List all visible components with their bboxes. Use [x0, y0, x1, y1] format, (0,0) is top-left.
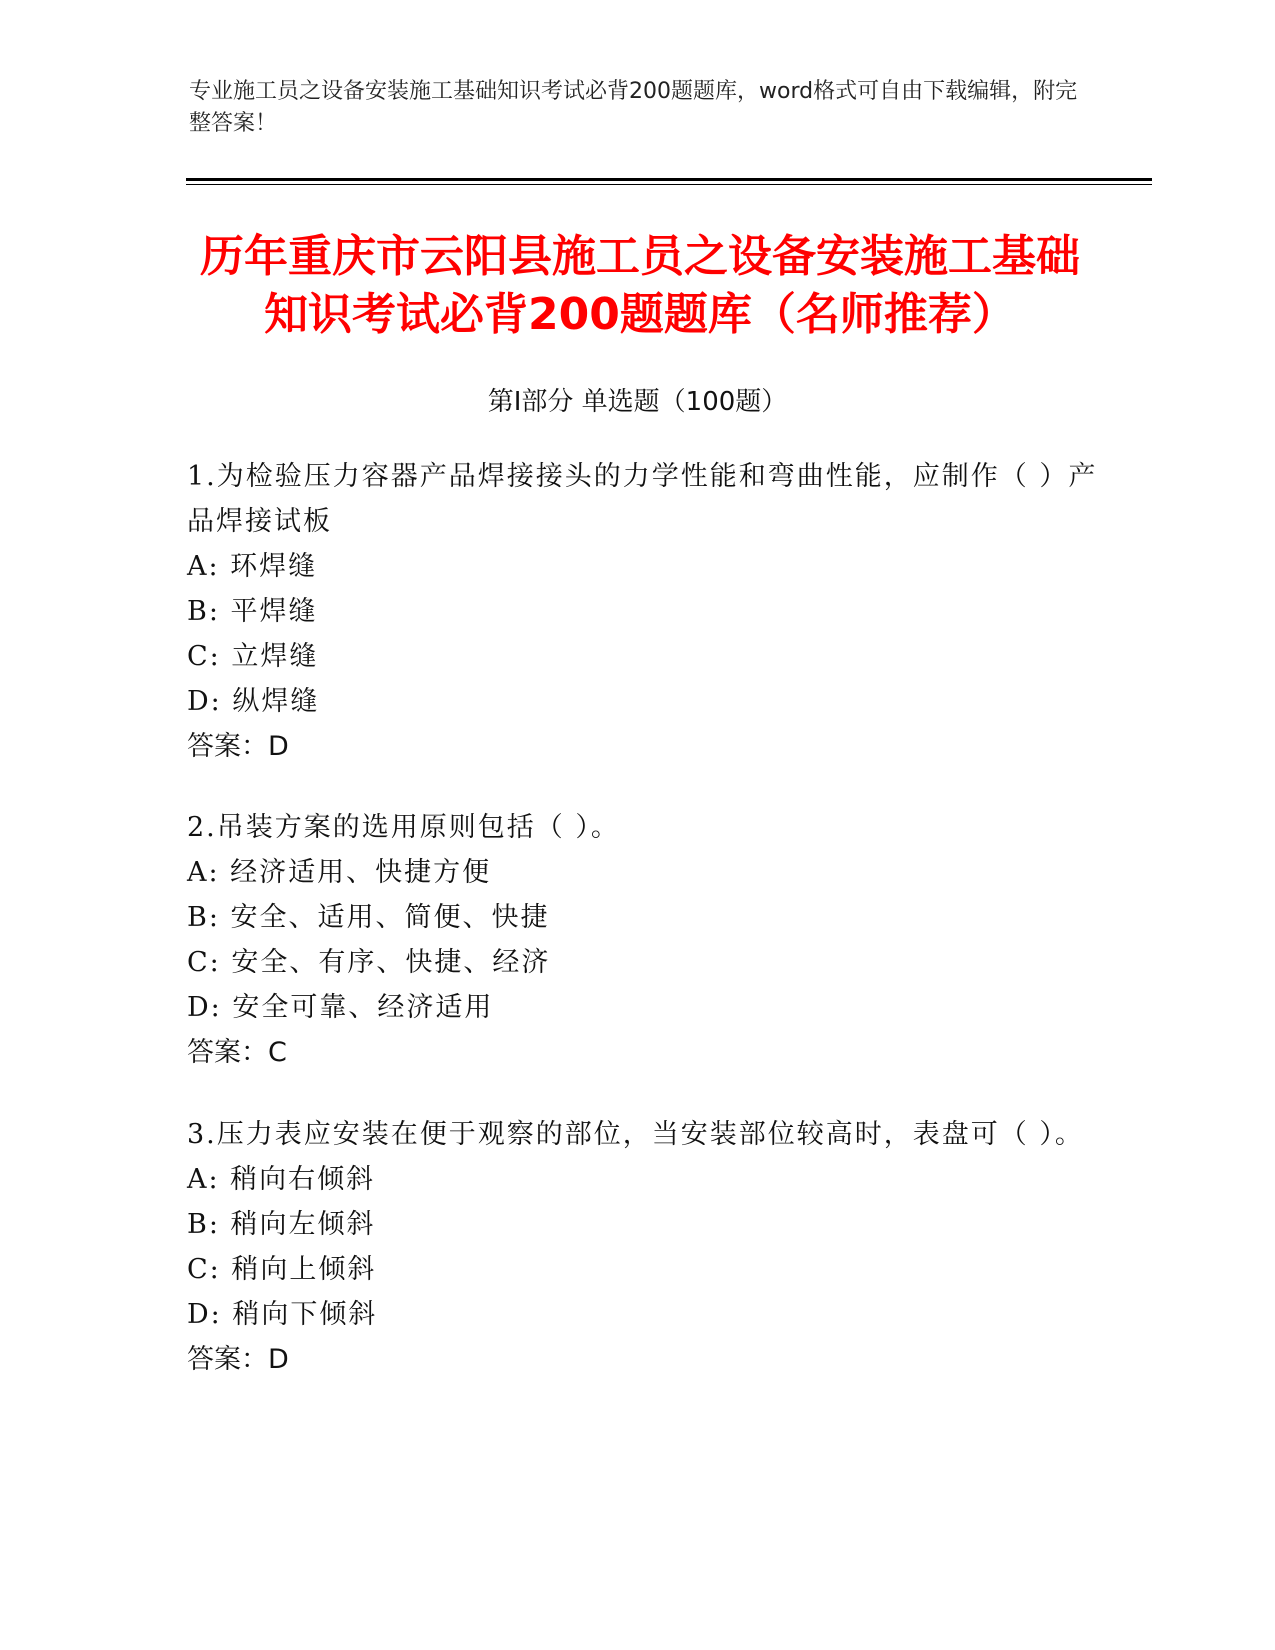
question-stem: 3.压力表应安装在便于观察的部位，当安装部位较高时，表盘可（ ）。 [187, 1119, 1084, 1150]
answer: 答案：C [187, 1037, 287, 1068]
option-d: D: 纵焊缝 [187, 686, 320, 717]
option-a: A: 环焊缝 [187, 551, 318, 582]
document-title: 历年重庆市云阳县施工员之设备安装施工基础知识考试必背200题题库（名师推荐） [200, 231, 1080, 340]
option-c: C: 稍向上倾斜 [187, 1254, 377, 1285]
option-c: C: 立焊缝 [187, 641, 319, 672]
answer: 答案：D [187, 1344, 289, 1375]
question-3 [187, 1112, 1107, 1382]
question-2 [187, 805, 1107, 1075]
question-1 [187, 454, 1107, 769]
option-a: A: 稍向右倾斜 [187, 1164, 376, 1195]
header-note: 专业施工员之设备安装施工基础知识考试必背200题题库，word格式可自由下载编辑，附完整答案！ [189, 79, 1078, 136]
question-stem: 2.吊装方案的选用原则包括（ ）。 [187, 812, 620, 843]
header-divider-thin [186, 184, 1152, 185]
option-b: B: 安全、适用、简便、快捷 [187, 902, 550, 933]
option-a: A: 经济适用、快捷方便 [187, 857, 492, 888]
question-stem: 1.为检验压力容器产品焊接接头的力学性能和弯曲性能，应制作（ ）产品焊接试板 [187, 461, 1098, 537]
option-d: D: 稍向下倾斜 [187, 1299, 378, 1330]
answer: 答案：D [187, 731, 289, 762]
option-c: C: 安全、有序、快捷、经济 [187, 947, 551, 978]
option-b: B: 稍向左倾斜 [187, 1209, 376, 1240]
option-b: B: 平焊缝 [187, 596, 318, 627]
header-divider-thick [186, 178, 1152, 181]
section-title: 第I部分 单选题（100题） [487, 387, 788, 417]
option-d: D: 安全可靠、经济适用 [187, 992, 494, 1023]
